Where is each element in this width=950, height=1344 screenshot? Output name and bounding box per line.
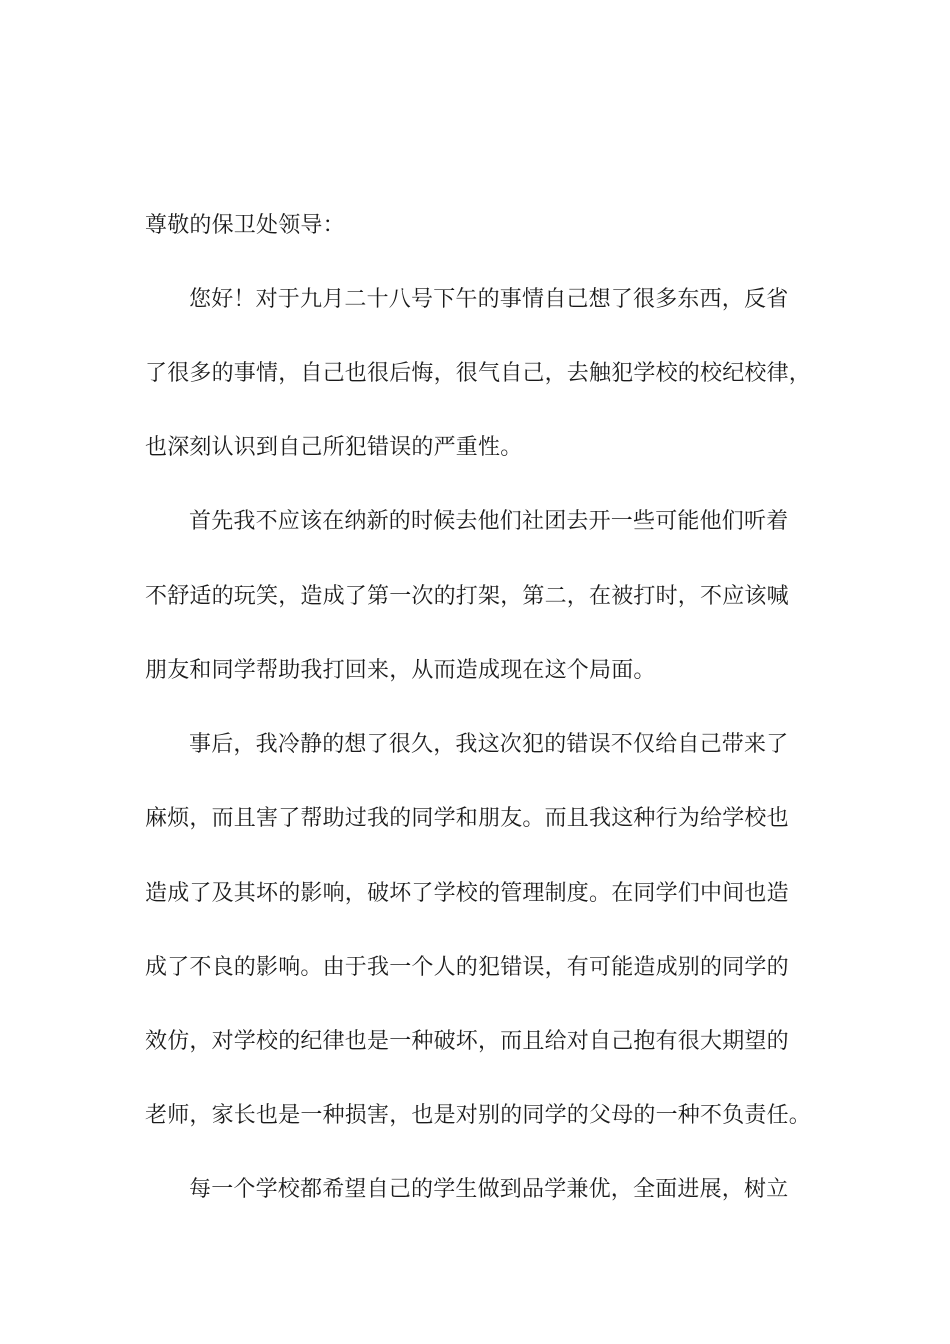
salutation: 尊敬的保卫处领导： bbox=[145, 213, 345, 238]
paragraph-2-line-1: 首先我不应该在纳新的时候去他们社团去开一些可能他们听着 bbox=[189, 509, 789, 534]
paragraph-3-line-2: 麻烦，而且害了帮助过我的同学和朋友。而且我这种行为给学校也 bbox=[145, 806, 789, 831]
paragraph-1-line-3: 也深刻认识到自己所犯错误的严重性。 bbox=[145, 435, 523, 460]
paragraph-3-line-1: 事后，我冷静的想了很久，我这次犯的错误不仅给自己带来了 bbox=[189, 732, 789, 757]
paragraph-3-line-4: 成了不良的影响。由于我一个人的犯错误，有可能造成别的同学的 bbox=[145, 955, 789, 980]
paragraph-3-line-5: 效仿，对学校的纪律也是一种破坏，而且给对自己抱有很大期望的 bbox=[145, 1029, 789, 1054]
paragraph-4-line-1: 每一个学校都希望自己的学生做到品学兼优，全面进展，树立 bbox=[189, 1177, 789, 1202]
paragraph-1-line-2: 了很多的事情，自己也很后悔，很气自己，去触犯学校的校纪校律， bbox=[145, 361, 812, 386]
paragraph-2-line-3: 朋友和同学帮助我打回来，从而造成现在这个局面。 bbox=[145, 658, 656, 683]
paragraph-3-line-6: 老师，家长也是一种损害，也是对别的同学的父母的一种不负责任。 bbox=[145, 1103, 812, 1128]
paragraph-2-line-2: 不舒适的玩笑，造成了第一次的打架，第二，在被打时，不应该喊 bbox=[145, 584, 789, 609]
paragraph-1-line-1: 您好！对于九月二十八号下午的事情自己想了很多东西，反省 bbox=[189, 287, 789, 312]
paragraph-3-line-3: 造成了及其坏的影响，破坏了学校的管理制度。在同学们中间也造 bbox=[145, 881, 789, 906]
